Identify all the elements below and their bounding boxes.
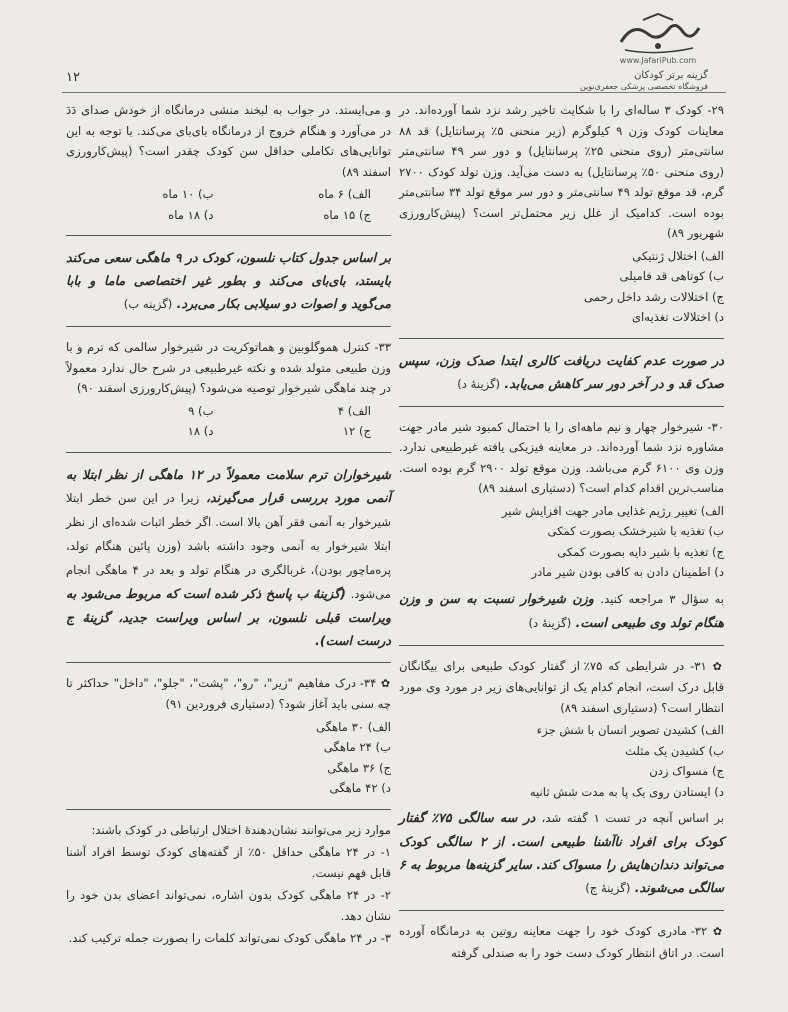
logo-site-url: www.JafariPub.com <box>619 56 697 65</box>
divider <box>66 235 391 236</box>
divider <box>399 338 724 339</box>
q31-option-c: ج) مسواک زدن <box>649 764 724 778</box>
q29-answer-text: در صورت عدم کفایت دریافت کالری ابتدا صدک وزن، سپس صدک قد و در آخر دور سر کاهش می‌یابد. <box>399 352 724 391</box>
left-column <box>66 100 391 951</box>
q33-options <box>66 401 391 442</box>
q33-option-c: ج) ۱۲ <box>342 424 371 438</box>
divider <box>399 910 724 911</box>
q33-answer <box>66 463 391 652</box>
q29-option-a: الف) اختلال ژنتیکی <box>632 248 724 263</box>
q29-answer <box>399 349 724 396</box>
divider <box>66 452 391 453</box>
q30-stem: ۳۰- شیرخوار چهار و نیم ماهه‌ای را با احتمال کمبود شیر مادر جهت مشاوره نزد شما آورده‌اند. در معاینه فیزیکی یافته غیرطبیعی ندارد. وزن وی ۶۱۰۰ گرم می‌باشد. وزن موقع تولد ۲۹۰۰ گرم بوده است. مناسب‌ترین اقدام کدام است؟ (دستیاری اسفند ۸۹) <box>399 419 724 495</box>
q30-option-d: د) اطمینان دادن به کافی بودن شیر مادر <box>531 565 724 579</box>
running-subtitle: فروشگاه تخصصی پزشکی جعفری‌نوین <box>579 82 708 91</box>
divider <box>66 326 391 327</box>
q32-option-c: ج) ۱۵ ماه <box>323 207 371 222</box>
q31-stem <box>399 656 724 719</box>
q31-stem-text: ۳۱- در شرایطی که ۷۵٪ از گفتار کودک طبیعی برای بیگانگان قابل درک است، انجام کدام یک از توانایی‌های زیر در مورد وی مورد انتظار است؟ (دستیاری اسفند ۸۹) <box>399 658 724 715</box>
q30-answer-text: وزن شیرخوار نسبت به سن و وزن هنگام تولد وی طبیعی است. <box>399 590 724 630</box>
q29-option-b: ب) کوتاهی قد فامیلی <box>619 269 724 283</box>
q33-answer-bold-1: شیرخواران ترم سلامت معمولاً در ۱۲ ماهگی از نظر ابتلا به آنمی مورد بررسی قرار می‌گیرند، <box>66 466 392 505</box>
q30-option-c: ج) تغذیه با شیر دایه بصورت کمکی <box>557 544 724 559</box>
q32-continuation: و می‌ایستد. در جواب به لبخند منشی درمانگاه از خودش صدای دَدَ در می‌آورد و هنگام خروج از درمانگاه بای‌بای می‌کند. با توجه به این توانایی‌های تکاملی حداقل سن کودک چقدر است؟ (پیش‌کارورزی اسفند ۸۹) <box>66 103 391 179</box>
q32-answer <box>66 246 391 316</box>
page-number: ۱۲ <box>66 70 80 85</box>
logo-calligraphy-icon <box>613 12 703 56</box>
star-icon: ✿ <box>712 659 725 673</box>
divider <box>399 406 724 407</box>
q32-stem-text: ۳۲- مادری کودک خود را جهت معاینه روتین به درمانگاه آورده است. در اتاق انتظار کودک دست خود را به صندلی گرفته <box>399 924 724 960</box>
q32-option-a: الف) ۶ ماه <box>318 187 371 201</box>
q29-option-c: ج) اختلالات رشد داخل رحمی <box>584 289 724 304</box>
q32-option-d: د) ۱۸ ماه <box>168 207 214 222</box>
q31-option-a: الف) کشیدن تصویر انسان با شش جزء <box>536 723 724 737</box>
q34-explanation-3: ۳- در ۲۴ ماهگی کودک نمی‌تواند کلمات را بصورت جمله ترکیب کند. <box>68 931 391 945</box>
q31-answer-text: در سه سالگی ۷۵٪ گفتار کودک برای افراد ناآشنا طبیعی است. از ۲ سالگی کودک می‌تواند دندان‌هایش را مسواک کند. سایر گزینه‌ها مربوط به ۶ سالگی می‌شوند. <box>399 810 724 895</box>
q31-answer <box>399 806 724 900</box>
header-rule <box>62 92 726 93</box>
q34-explanation-2: ۲- در ۲۴ ماهگی کودک بدون اشاره، نمی‌تواند اعضای بدن خود را نشان دهد. <box>66 888 391 923</box>
star-icon: ✿ <box>380 676 391 690</box>
q34-option-a: الف) ۳۰ ماهگی <box>315 719 391 734</box>
q32-options <box>66 184 391 225</box>
q32-option-b: ب) ۱۰ ماه <box>162 187 214 201</box>
q34-stem-text: ۳۴- درک مفاهیم "زیر"، "رو"، "پشت"، "جلو"، "داخل" حداکثر تا چه سنی باید آغاز شود؟ (دستیاری فروردین ۹۱) <box>66 675 391 711</box>
divider <box>399 645 724 646</box>
q29-option-d: د) اختلالات تغذیه‌ای <box>631 310 724 324</box>
q30-option-a: الف) تغییر رژیم غذایی مادر جهت افزایش شیر <box>501 503 724 518</box>
q29-stem: ۲۹- کودک ۳ ساله‌ای را با شکایت تاخیر رشد نزد شما آورده‌اند. در معاینات کودک وزن ۹ کیلوگرم (زیر منحنی ۵٪ پرسانتایل) قد ۸۸ سانتی‌متر (روی منحنی ۲۵٪ پرسانتایل) و دور سر ۴۹ سانتی‌متر (روی منحنی ۵۰٪ پرسانتایل) به دست می‌آید. وزن تولد کودک ۲۷۰۰ گرم، قد موقع تولد ۴۹ سانتی‌متر و دور سر موقع تولد ۳۴ سانتی‌متر بوده است. کدامیک از علل زیر محتمل‌تر است؟ (پیش‌کارورزی شهریور ۸۹) <box>399 103 725 240</box>
q32-answer-option: (گزینه ب) <box>123 297 173 311</box>
q34-option-c: ج) ۳۶ ماهگی <box>327 760 391 775</box>
q30-answer-pre: به سؤال ۳ مراجعه کنید. <box>600 591 725 606</box>
star-icon: ✿ <box>712 925 725 938</box>
q29-answer-option: (گزینهٔ د) <box>457 376 501 391</box>
q32-answer-text: بر اساس جدول کتاب نلسون، کودک در ۹ ماهگی سعی می‌کند بایستد، بای‌بای می‌کند و بطور غیر اختصاصی ماما و بابا می‌گوید و اصوات دو سیلابی بکار می‌برد. <box>66 250 391 311</box>
q33-option-d: د) ۱۸ <box>187 424 214 438</box>
q30-answer-option: (گزینهٔ د) <box>528 615 572 630</box>
q30-answer <box>399 587 724 635</box>
q31-option-d: د) ایستادن روی یک پا به مدت شش ثانیه <box>529 784 724 799</box>
q34-option-d: د) ۴۲ ماهگی <box>329 781 391 795</box>
q33-stem: ۳۳- کنترل هموگلوبین و هماتوکریت در شیرخوار سالمی که ترم و با وزن طبیعی متولد شده و نکته غیرطبیعی در شرح حال ندارد معمولاً در چند ماهگی شیرخوار توصیه می‌شود؟ (پیش‌کارورزی اسفند ۹۰) <box>66 340 391 395</box>
q33-answer-bold-2: (گزینهٔ ب پاسخ ذکر شده است که مربوط می‌شود به ویراست قبلی نلسون، بر اساس ویراست جدید، گزینهٔ ج درست است). <box>66 585 391 648</box>
q34-explanation-1: ۱- در ۲۴ ماهگی حداقل ۵۰٪ از گفته‌های کودک توسط افراد آشنا قابل فهم نیست. <box>66 845 391 880</box>
q33-option-a: الف) ۴ <box>337 403 371 418</box>
q33-option-b: ب) ۹ <box>188 403 214 418</box>
q30-option-b: ب) تغذیه با شیرخشک بصورت کمکی <box>547 524 724 538</box>
running-title: گزینه برتر کودکان <box>634 70 708 81</box>
q31-answer-option: (گزینهٔ ج) <box>585 881 631 895</box>
q31-option-b: ب) کشیدن یک مثلث <box>625 743 724 758</box>
q34-stem <box>66 673 391 715</box>
q31-answer-pre: بر اساس آنچه در تست ۱ گفته شد، <box>541 811 725 825</box>
q34-option-b: ب) ۲۴ ماهگی <box>323 740 391 754</box>
q33-answer-explanation: زیرا در این سن خطر ابتلا شیرخوار به آنمی فقر آهن بالا است. اگر خطر اثبات شده‌ای از نظر ابتلا شیرخوار به آنمی وجود داشته باشد (وزن پائین هنگام تولد، پره‌ماچور بودن)، غربالگری در هنگام تولد و بعد در ۴ ماهگی انجام می‌شود. <box>66 490 392 601</box>
right-column <box>399 100 724 965</box>
q34-explanation-intro: موارد زیر می‌توانند نشان‌دهندهٔ اختلال ارتباطی در کودک باشند: <box>91 822 391 837</box>
q32-stem <box>399 921 724 963</box>
divider <box>66 662 391 663</box>
divider <box>66 809 391 810</box>
